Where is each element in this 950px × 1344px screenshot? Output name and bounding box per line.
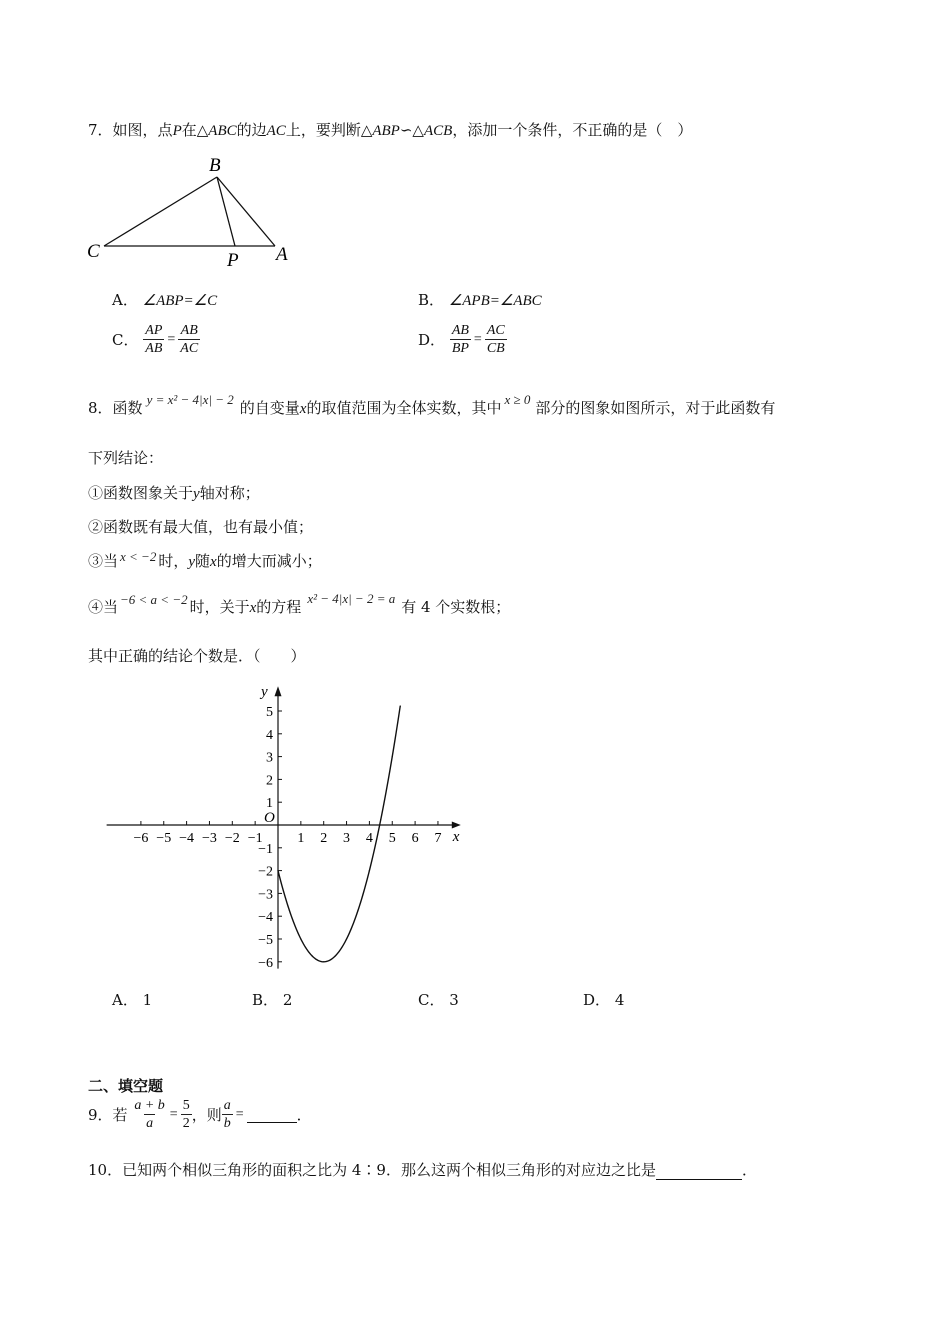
- fraction-5-over-2: $\frac{5}{2}$: [182, 1098, 190, 1131]
- x-axis-label: x: [452, 829, 460, 845]
- y-tick-label: −4: [258, 910, 273, 926]
- curve-point: [346, 938, 347, 939]
- x-tick-label: 7: [434, 831, 442, 846]
- y-tick-label: 4: [266, 727, 273, 743]
- label-c: C: [87, 241, 100, 262]
- q8-option-a[interactable]: A． 1: [112, 991, 153, 1009]
- curve-point: [323, 961, 324, 962]
- x-tick-label: 6: [411, 831, 419, 846]
- q9-number: 9．: [88, 1106, 113, 1124]
- q8-option-b[interactable]: B． 2: [252, 991, 293, 1009]
- y-tick-label: 2: [266, 773, 273, 789]
- q8-line2: 下列结论：: [88, 449, 164, 467]
- q8-number: 8．: [88, 399, 113, 417]
- x-tick-label: −3: [201, 831, 217, 846]
- y-tick-label: 3: [266, 750, 273, 766]
- parabola-chart: [100, 676, 480, 976]
- x-tick-label: −4: [179, 831, 195, 846]
- fraction-ab-bp: $\frac{AB}{BP}$: [451, 323, 469, 356]
- x-tick-label: −2: [224, 831, 240, 846]
- q8-condition: x ≥ 0: [504, 392, 531, 407]
- q8-question: 其中正确的结论个数是．（ ）: [88, 647, 306, 665]
- curve-point: [289, 910, 290, 911]
- q8-conclusion-1: ①函数图象关于y轴对称；: [88, 484, 260, 502]
- y-tick-label: −3: [258, 887, 273, 903]
- curve-point: [312, 956, 313, 957]
- q9-answer-blank[interactable]: [247, 1106, 297, 1123]
- x-tick-label: −1: [247, 831, 263, 846]
- q8-option-d[interactable]: D． 4: [583, 991, 625, 1009]
- y-tick-label: −2: [258, 864, 273, 880]
- y-tick-label: −1: [258, 841, 273, 857]
- fraction-ac-cb: $\frac{AC}{CB}$: [486, 323, 505, 356]
- label-b: B: [209, 155, 221, 176]
- q8-option-c[interactable]: C． 3: [418, 991, 459, 1009]
- y-tick-label: −5: [258, 933, 273, 948]
- x-tick-label: 4: [365, 831, 373, 846]
- x-tick-label: 2: [320, 831, 328, 846]
- x-tick-label: −6: [133, 831, 149, 846]
- fraction-ap-ab: $\frac{AP}{AB}$: [145, 323, 163, 356]
- curve-point: [400, 705, 401, 706]
- y-axis-label: y: [261, 684, 268, 701]
- label-p: P: [227, 250, 239, 271]
- curve-point: [300, 938, 301, 939]
- x-tick-label: 5: [388, 831, 396, 846]
- curve-point: [357, 910, 358, 911]
- q7-option-d[interactable]: D． $\frac{AB}{BP}$ = $\frac{AC}{CB}$: [418, 323, 505, 356]
- triangle-figure: [80, 150, 310, 275]
- curve-point: [335, 956, 336, 957]
- q7-stem: 7．如图，点P在△ABC的边AC上，要判断△ABP∽△ACB，添加一个条件，不正确的是（ ）: [88, 121, 693, 139]
- origin-label: O: [264, 810, 275, 826]
- x-tick-label: 1: [297, 831, 305, 846]
- q7-number: 7．: [88, 121, 113, 139]
- x-axis-arrow: [452, 822, 461, 829]
- q8-function-formula: y = x² − 4|x| − 2: [146, 392, 234, 407]
- curve-point: [380, 819, 381, 820]
- q10-number: 10．: [88, 1161, 123, 1179]
- label-a: A: [276, 244, 288, 265]
- fraction-a-plus-b-over-a: $\frac{a + b}{a}$: [134, 1098, 165, 1131]
- section-title: 二、填空题: [88, 1077, 164, 1095]
- q8-conclusion-2: ②函数既有最大值，也有最小值；: [88, 518, 314, 536]
- q8-conclusion-3: ③当 x < −2 时，y随x的增大而减小；: [88, 549, 322, 570]
- fraction-a-over-b: $\frac{a}{b}$: [223, 1098, 231, 1131]
- parabola-curve: [278, 706, 400, 962]
- q7-option-b[interactable]: B． ∠APB=∠ABC: [418, 291, 542, 309]
- y-tick-label: 5: [266, 705, 273, 720]
- q10: 10．已知两个相似三角形的面积之比为 4∶9．那么这两个相似三角形的对应边之比是 ．: [88, 1161, 757, 1179]
- y-tick-label: −6: [258, 955, 273, 971]
- q8-stem: 8．函数 y = x² − 4|x| − 2 的自变量x的取值范围为全体实数，其中 x ≥ 0 部分的图象如图所示，对于此函数有: [88, 392, 776, 417]
- curve-point: [277, 870, 278, 871]
- curve-point: [392, 756, 393, 757]
- q8-conclusion-4: ④当 −6 < a < −2 时，关于x的方程 x² − 4|x| − 2 = a 有 4 个实数根；: [88, 591, 511, 616]
- curve-point: [369, 870, 370, 871]
- fraction-ab-ac: $\frac{AB}{AC}$: [180, 323, 199, 356]
- q7-option-a[interactable]: A． ∠ABP=∠C: [112, 291, 218, 309]
- side-cb: [104, 177, 217, 246]
- q10-answer-blank[interactable]: [656, 1163, 742, 1180]
- q7-option-c[interactable]: C． $\frac{AP}{AB}$ = $\frac{AB}{AC}$: [112, 323, 199, 356]
- x-tick-label: 3: [343, 831, 351, 846]
- y-axis-arrow: [275, 686, 282, 696]
- x-tick-label: −5: [156, 831, 172, 846]
- y-tick-label: 1: [266, 796, 273, 812]
- q9: 9．若 $\frac{a + b}{a}$ = $\frac{5}{2}$ ，则 $\frac{a}{b}$ = ．: [88, 1098, 312, 1131]
